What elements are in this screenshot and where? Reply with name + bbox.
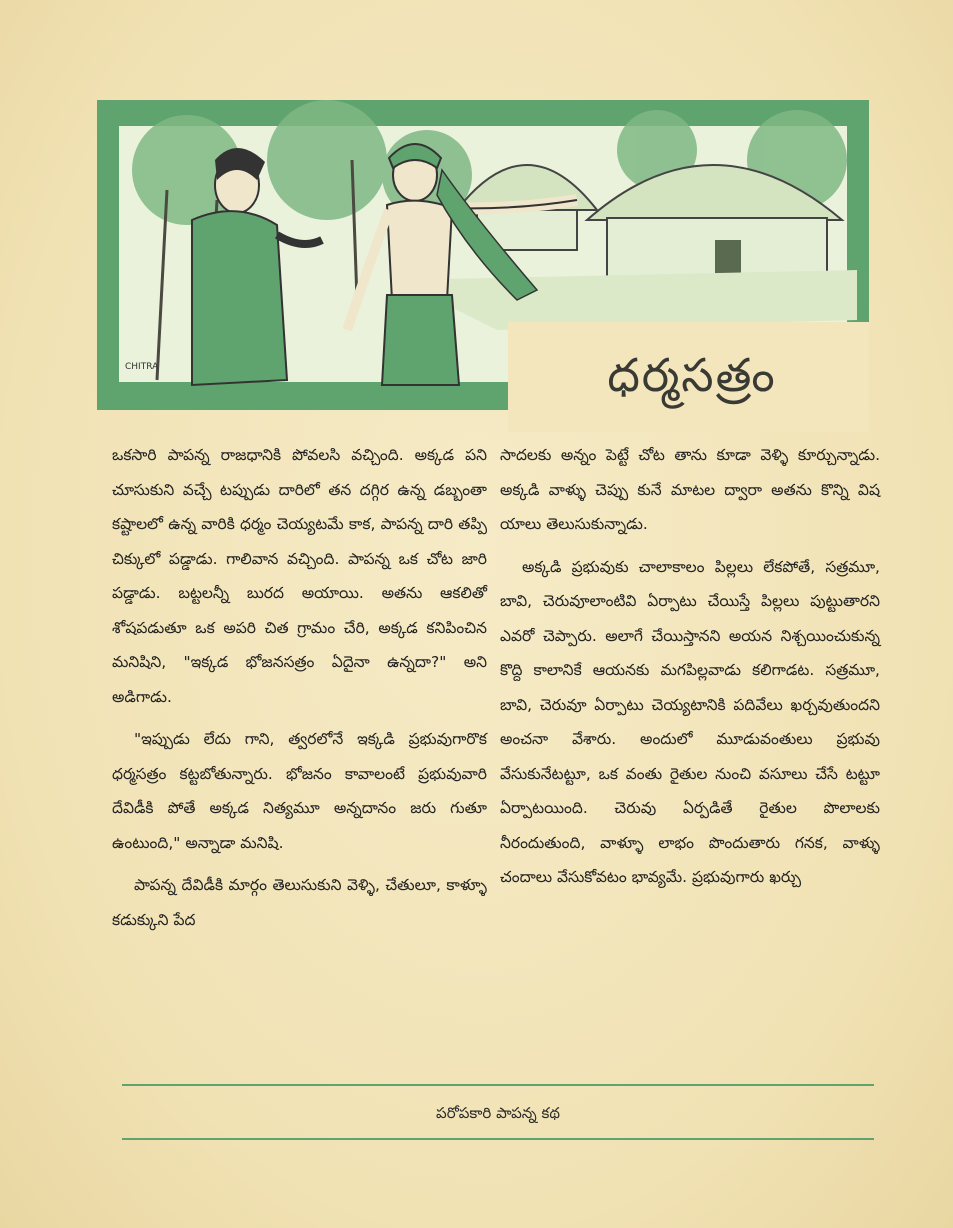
paragraph: అక్కడి ప్రభువుకు చాలాకాలం పిల్లలు లేకపోతే, సత్రమూ, బావి, చెరువూలాంటివి ఏర్పాటు చేయిస్తే పిల్లలు పుట్టుతారని ఎవరో చెప్పారు. అలాగే చేయిస్తానని అయన నిశ్చయించుకున్న కొద్ది కాలానికే ఆయనకు మగపిల్లవాడు కలిగాడట. సత్రమూ, బావి, చెరువూ ఏర్పాటు చెయ్యటానికి పదివేలు ఖర్చవుతుందని అంచనా వేశారు. అందులో మూడువంతులు ప్రభువు వేసుకునేటట్టూ, ఒక వంతు రైతుల నుంచి వసూలు చేసే టట్టూ ఏర్పాటయింది. చెరువు ఏర్పడితే రైతుల పొలాలకు నీరందుతుంది, వాళ్ళూ లాభం పొందుతారు గనక, వాళ్ళు చందాలు వేసుకోవటం భావ్యమే. ప్రభువుగారు ఖర్చు [500, 557, 880, 886]
right-column [500, 438, 880, 895]
artist-signature: CHITRA [125, 362, 159, 372]
running-footer: పరోపకారి పాపన్న కథ [436, 1104, 560, 1122]
paragraph: పాపన్న దేవిడీకి మార్గం తెలుసుకుని వెళ్ళి, చేతులూ, కాళ్ళూ కడుక్కుని పేద [112, 876, 487, 929]
paragraph: ఒకసారి పాపన్న రాజధానికి పోవలసి వచ్చింది. అక్కడ పని చూసుకుని వచ్చే టప్పుడు దారిలో తన దగ్గిర ఉన్న డబ్బంతా కష్టాలలో ఉన్న వారికి ధర్మం చెయ్యటమే కాక, పాపన్న దారి తప్పి చిక్కులో పడ్డాడు. గాలివాన వచ్చింది. పాపన్న ఒక చోట జారి పడ్డాడు. బట్టలన్నీ బురద అయాయి. అతను ఆకలితో శోషపడుతూ ఒక అపరి చిత గ్రామం చేరి, అక్కడ కనిపించిన మనిషిని, "ఇక్కడ భోజనసత్రం ఏదైనా ఉన్నదా?" అని అడిగాడు. [112, 446, 487, 706]
left-column [112, 438, 487, 937]
story-title: ధర్మసత్రం [607, 348, 777, 402]
footer-rule-top [122, 1084, 874, 1086]
footer-rule-bottom [122, 1138, 874, 1140]
paragraph: సాదలకు అన్నం పెట్టే చోట తాను కూడా వెళ్ళి కూర్చున్నాడు. అక్కడి వాళ్ళు చెప్పు కునే మాటల ద్వారా అతను కొన్ని విష యాలు తెలుసుకున్నాడు. [500, 446, 880, 533]
paragraph: "ఇప్పుడు లేదు గాని, త్వరలోనే ఇక్కడి ప్రభువుగారొక ధర్మసత్రం కట్టబోతున్నారు. భోజనం కావాలంటే ప్రభువువారి దేవిడీకి పోతే అక్కడ నిత్యమూ అన్నదానం జరు గుతూ ఉంటుంది," అన్నాడా మనిషి. [112, 730, 487, 852]
